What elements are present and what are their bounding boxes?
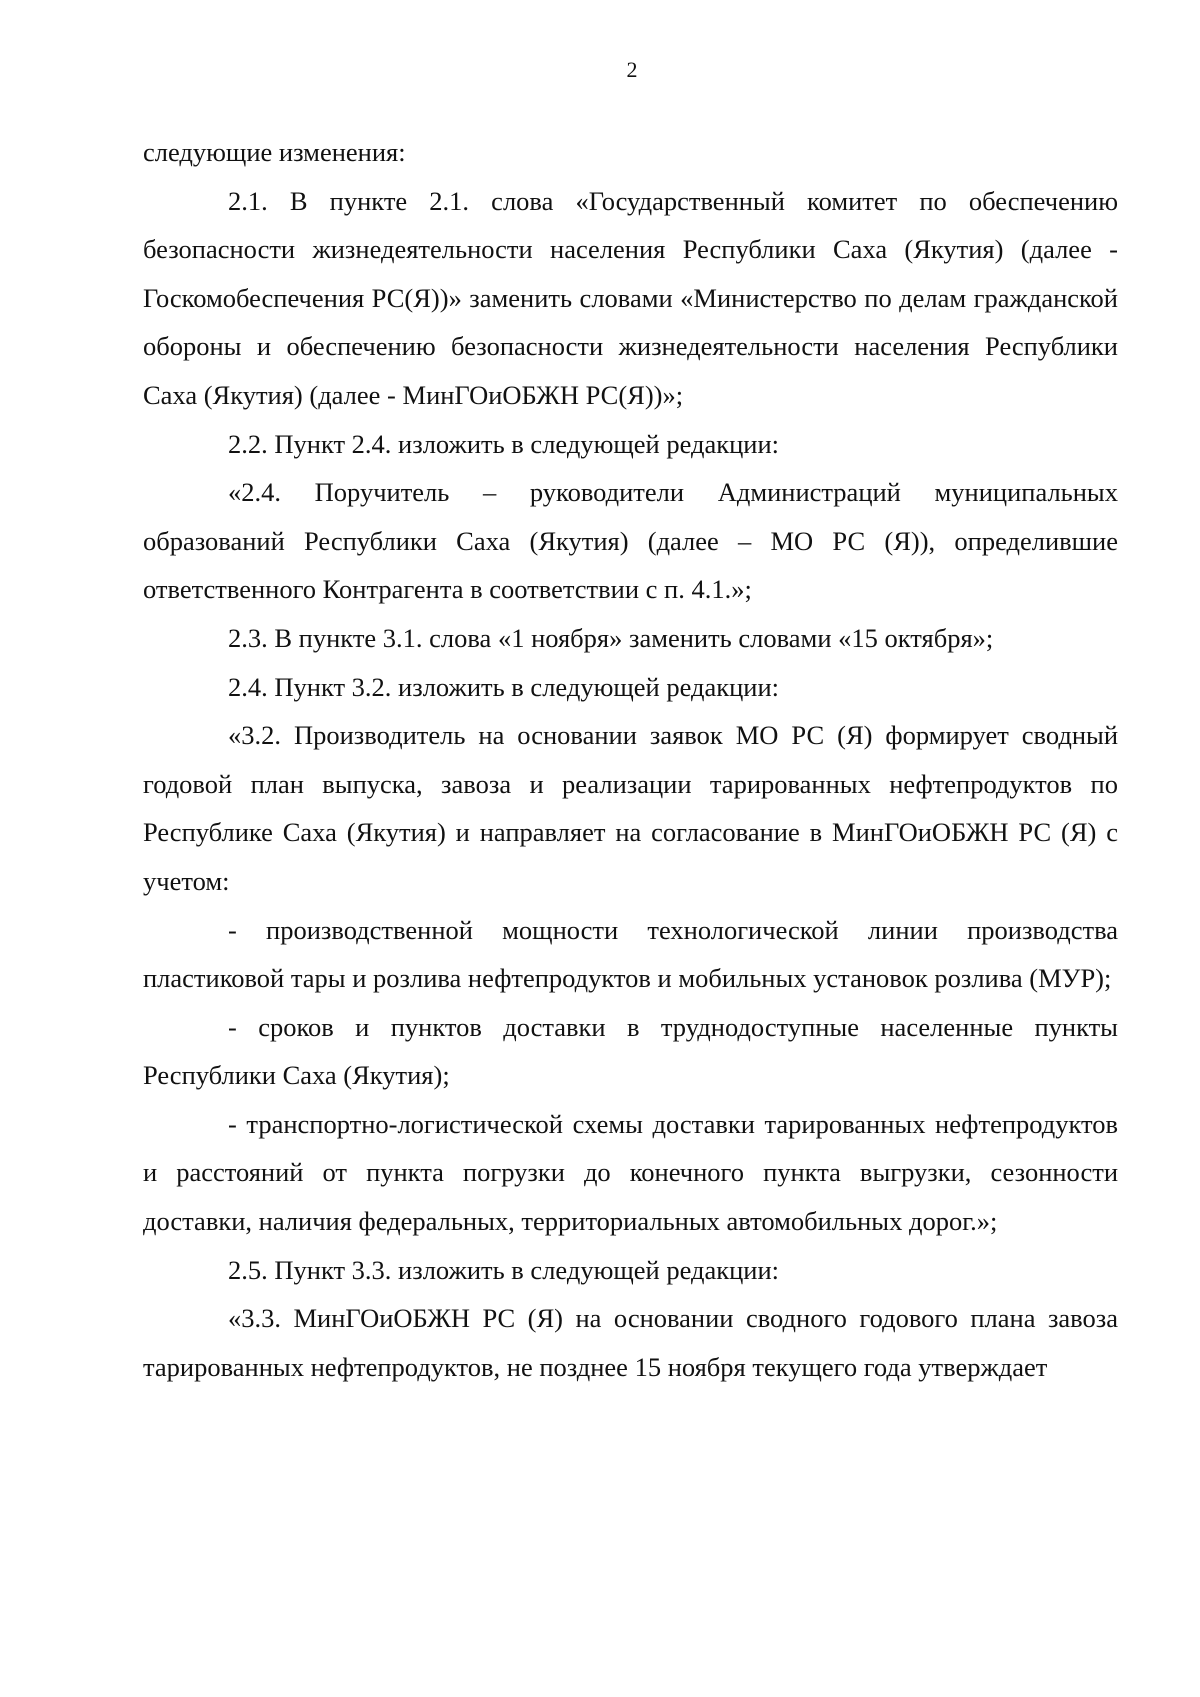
paragraph-bullet-delivery: - сроков и пунктов доставки в труднодоступные населенные пункты Республики Саха (Якутия); [143, 1011, 1118, 1091]
paragraph-clause-3-3: «3.3. МинГОиОБЖН РС (Я) на основании сводного годового плана завоза тарированных нефтепродуктов, не позднее 15 ноября текущего года утверждает [143, 1303, 1118, 1382]
paragraph-item-2-5: 2.5. Пункт 3.3. изложить в следующей редакции: [228, 1254, 780, 1285]
document-body [143, 128, 1118, 1391]
paragraph-bullet-capacity: - производственной мощности технологической линии производства пластиковой тары и розлива нефтепродуктов и мобильных установок розлива (МУР); [143, 914, 1118, 994]
paragraph-bullet-logistics: - транспортно-логистической схемы доставки тарированных нефтепродуктов и расстояний от пункта погрузки до конечного пункта выгрузки, сезонности доставки, наличия федеральных, территориальных автомобильных дорог.»; [143, 1108, 1118, 1237]
paragraph-item-2-1: 2.1. В пункте 2.1. слова «Государственный комитет по обеспечению безопасности жизнедеятельности населения Республики Саха (Якутия) (далее - Госкомобеспечения РС(Я))» заменить словами «Министерство по делам гражданской обороны и обеспечению безопасности жизнедеятельности населения Республики Саха (Якутия) (далее - МинГОиОБЖН РС(Я))»; [143, 185, 1118, 410]
page-number: 2 [626, 57, 638, 82]
paragraph-clause-2-4: «2.4. Поручитель – руководители Администраций муниципальных образований Республики Саха (Якутия) (далее – МО РС (Я)), определившие ответственного Контрагента в соответствии с п. 4.1.»; [143, 477, 1118, 605]
paragraph-item-2-4: 2.4. Пункт 3.2. изложить в следующей редакции: [228, 671, 780, 702]
paragraph-item-2-3: 2.3. В пункте 3.1. слова «1 ноября» заменить словами «15 октября»; [228, 622, 994, 653]
paragraph-clause-3-2: «3.2. Производитель на основании заявок МО РС (Я) формирует сводный годовой план выпуска, завоза и реализации тарированных нефтепродуктов по Республике Саха (Якутия) и направляет на согласование в МинГОиОБЖН РС (Я) с учетом: [143, 720, 1118, 896]
paragraph-changes-intro: следующие изменения: [143, 137, 406, 167]
paragraph-item-2-2: 2.2. Пункт 2.4. изложить в следующей редакции: [228, 428, 780, 459]
